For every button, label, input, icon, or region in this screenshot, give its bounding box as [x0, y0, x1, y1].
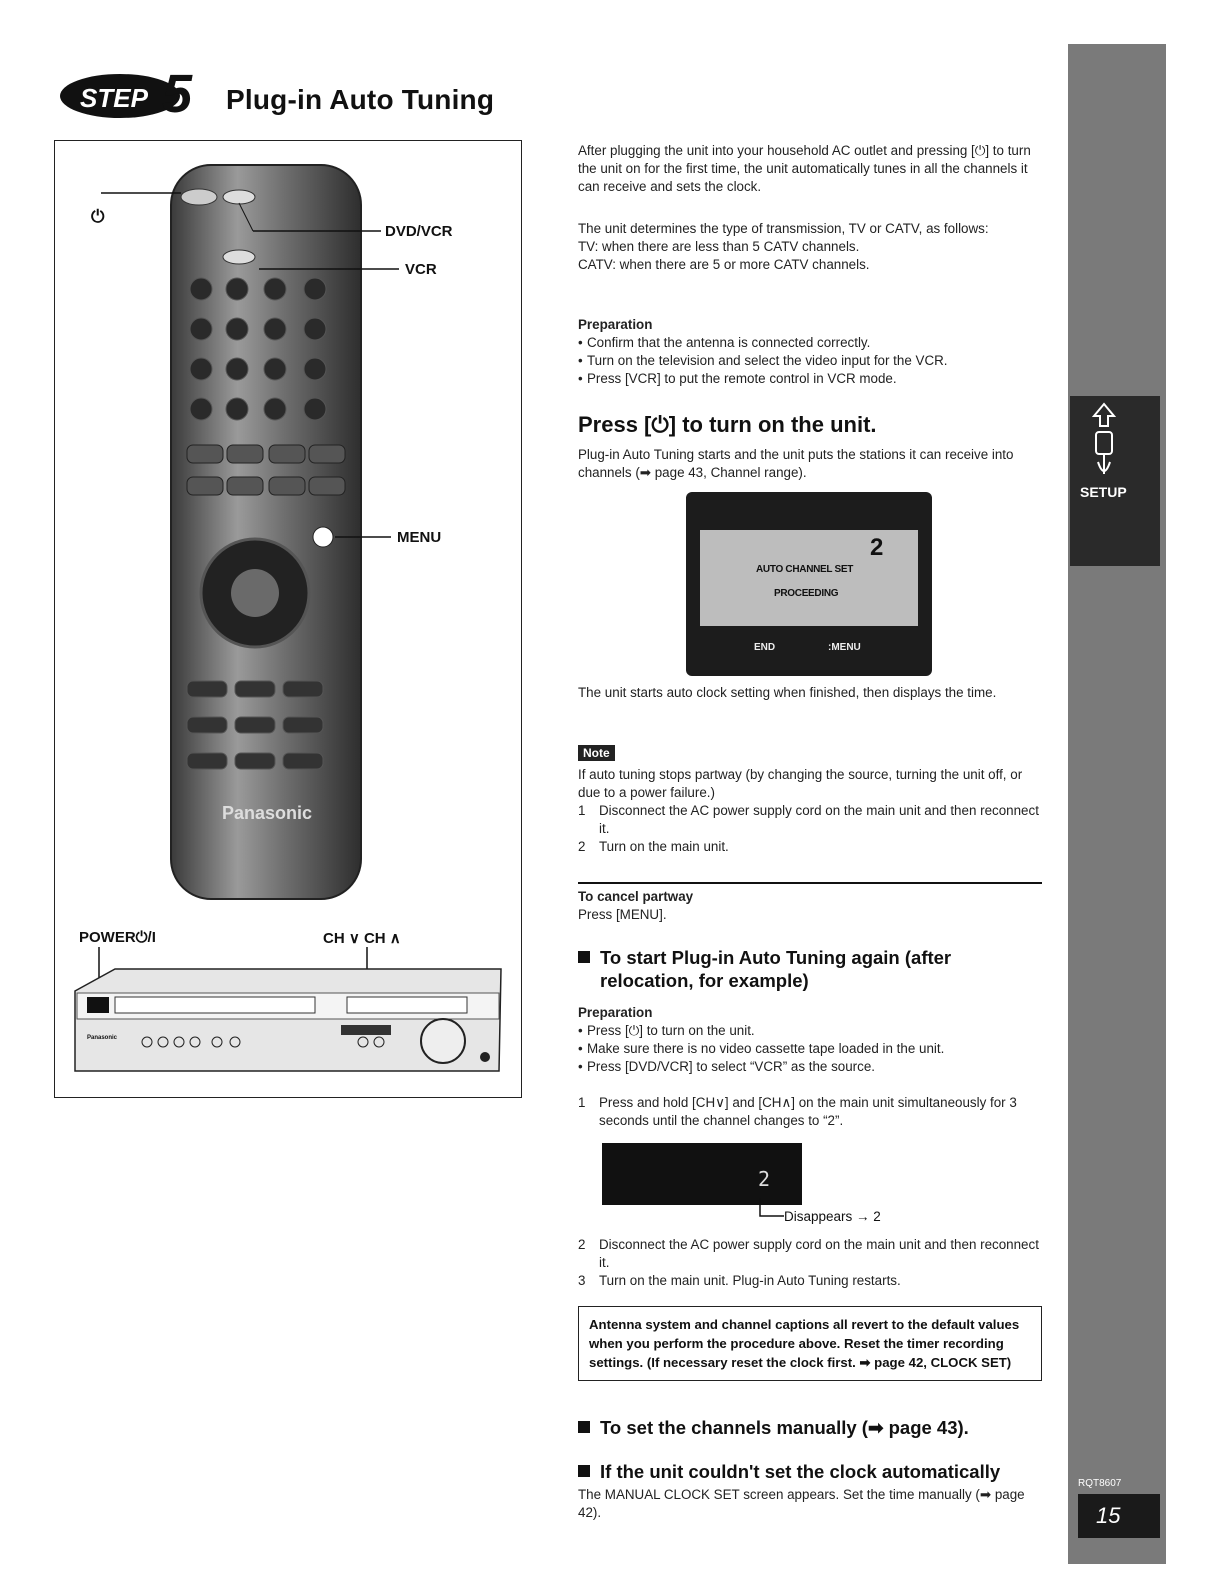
restart-prep-heading: Preparation — [578, 1005, 653, 1020]
step-badge — [58, 64, 206, 120]
osd-screen — [686, 492, 932, 676]
list-item: • Press [⏻] to turn on the unit. — [578, 1023, 755, 1038]
step-badge-number: 5 — [162, 64, 193, 120]
cancel-heading: To cancel partway — [578, 889, 694, 904]
square-bullet-icon — [578, 951, 590, 963]
list-item: 2 Turn on the main unit. — [578, 839, 729, 854]
power-switch-icon — [87, 997, 109, 1013]
press-step-text: Plug-in Auto Tuning starts and the unit puts the stations it can receive into channels (➡ page 43, Channel range). — [578, 447, 1014, 480]
vcr-button-icon — [223, 250, 255, 264]
display-arrow-icon — [756, 1198, 786, 1222]
list-item: 3 Turn on the main unit. Plug-in Auto Tuning restarts. — [578, 1273, 901, 1288]
osd-footer-right: :MENU — [828, 642, 861, 653]
ch-buttons-label: CH ∨ CH ∧ — [323, 930, 401, 947]
side-strip — [1068, 44, 1166, 1564]
restart-step-1: 1 Press and hold [CH∨] and [CH∧] on the main unit simultaneously for 3 seconds until the channel changes to “2”. — [578, 1095, 1017, 1128]
after-osd-text: The unit starts auto clock setting when finished, then displays the time. — [578, 685, 997, 700]
display-caption: Disappears → 2 — [784, 1209, 881, 1224]
list-item: • Press [VCR] to put the remote control in VCR mode. — [578, 371, 897, 386]
osd-line-1: AUTO CHANNEL SET — [756, 564, 854, 575]
intro-text-2: The unit determines the type of transmission, TV or CATV, as follows: — [578, 221, 989, 236]
intro-paragraph — [578, 142, 1044, 196]
note-section — [578, 766, 1044, 856]
list-item: 1 Disconnect the AC power supply cord on the main unit and then reconnect it. — [578, 803, 1039, 836]
cancel-text: Press [MENU]. — [578, 907, 667, 922]
menu-label: MENU — [397, 529, 442, 546]
intro-text-1: After plugging the unit into your household AC outlet and pressing [⏻] to turn the unit on for the first time, the unit automatically tunes in all the channels it can receive and sets the clock. — [578, 143, 1031, 194]
clock-heading: If the unit couldn't set the clock automatically — [578, 1460, 1000, 1483]
intro-text-4: CATV: when there are 5 or more CATV channels. — [578, 257, 870, 272]
list-item: • Make sure there is no video cassette tape loaded in the unit. — [578, 1041, 945, 1056]
list-item: • Turn on the television and select the video input for the VCR. — [578, 353, 948, 368]
page-title: Plug-in Auto Tuning — [226, 84, 495, 115]
note-text: If auto tuning stops partway (by changing the source, turning the unit off, or due to a power failure.) — [578, 767, 1023, 800]
restart-preparation — [578, 1004, 1044, 1076]
dvd-vcr-button-icon — [223, 190, 255, 204]
front-display-panel — [602, 1143, 802, 1205]
power-button-icon — [181, 189, 217, 205]
preparation-section — [578, 316, 1044, 388]
unit-brand-logo: Panasonic — [87, 1035, 118, 1041]
volume-knob-icon — [421, 1019, 465, 1063]
osd-line-2: PROCEEDING — [774, 588, 839, 599]
menu-button-icon — [313, 527, 333, 547]
note-badge: Note — [578, 745, 615, 761]
ch-buttons-icon — [341, 1025, 391, 1035]
power-main-label: POWER⏻/I — [79, 929, 156, 946]
list-item: 2 Disconnect the AC power supply cord on the main unit and then reconnect it. — [578, 1237, 1039, 1270]
manual-channels-heading: To set the channels manually (➡ page 43). — [578, 1416, 969, 1439]
illustration-box — [54, 140, 522, 1098]
setup-tab-label: SETUP — [1080, 484, 1127, 500]
divider — [578, 882, 1042, 884]
list-item: • Confirm that the antenna is connected correctly. — [578, 335, 871, 350]
warning-box: Antenna system and channel captions all revert to the default values when you perform the procedure above. Reset the timer recording settings. (If necessary reset the clock first. ➡ page 42, CLOCK SET) — [578, 1306, 1042, 1381]
osd-footer-left: END — [754, 642, 776, 653]
intro-text-3: TV: when there are less than 5 CATV channels. — [578, 239, 860, 254]
power-label: ⏻ — [91, 207, 105, 226]
dvd-vcr-label: DVD/VCR — [385, 223, 453, 240]
list-item: • Press [DVD/VCR] to select “VCR” as the source. — [578, 1059, 875, 1074]
setup-tab — [1070, 396, 1160, 566]
model-code: RQT8607 — [1078, 1478, 1122, 1489]
restart-heading: To start Plug-in Auto Tuning again (after relocation, for example) — [578, 946, 1018, 992]
display-digit: 2 — [758, 1167, 771, 1191]
remote-brand-logo: Panasonic — [221, 803, 313, 823]
restart-steps-rest — [578, 1236, 1044, 1290]
page-number: 15 — [1078, 1494, 1160, 1538]
clock-text: The MANUAL CLOCK SET screen appears. Set the time manually (➡ page 42). — [578, 1487, 1025, 1520]
remote-body — [171, 165, 361, 899]
cancel-section — [578, 888, 1044, 924]
square-bullet-icon — [578, 1465, 590, 1477]
transmission-paragraph — [578, 220, 1044, 274]
press-step-heading: Press [⏻] to turn on the unit. — [578, 412, 877, 437]
vcr-label: VCR — [405, 261, 437, 278]
step-badge-text: STEP — [80, 83, 148, 113]
remote-and-unit-illustration — [55, 141, 521, 1097]
square-bullet-icon — [578, 1421, 590, 1433]
plug-icon — [1084, 402, 1124, 482]
preparation-heading: Preparation — [578, 317, 653, 332]
osd-channel: 2 — [870, 534, 884, 561]
